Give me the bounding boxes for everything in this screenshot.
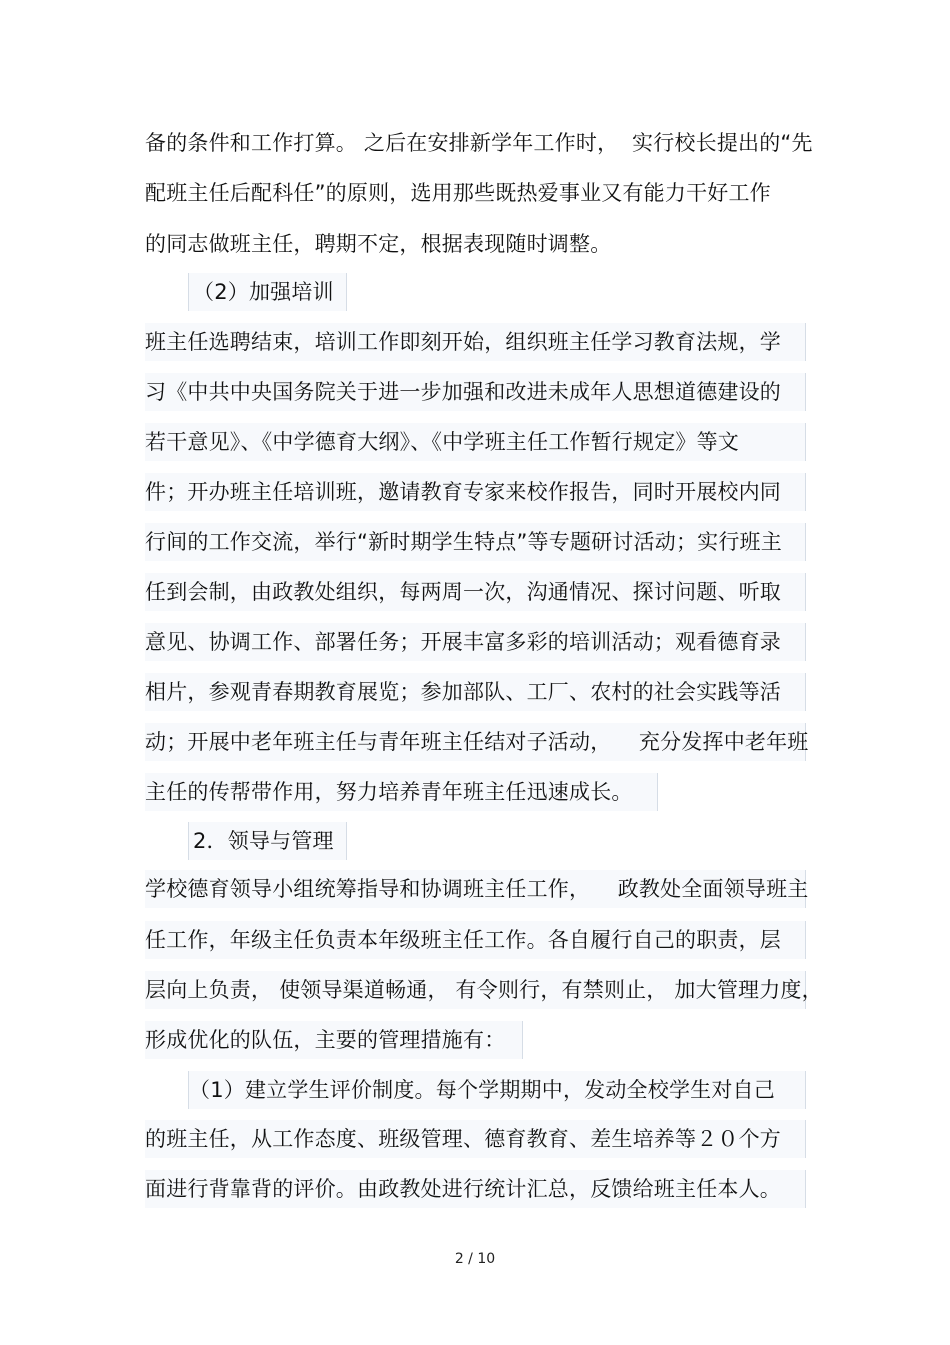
page-number: 2 / 10 xyxy=(454,1251,496,1267)
section-heading: （2）加强培训 xyxy=(188,273,347,311)
text-line: 习《中共中央国务院关于进一步加强和改进未成年人思想道德建设的 xyxy=(145,373,806,411)
text-line: 主任的传帮带作用，努力培养青年班主任迅速成长。 xyxy=(145,773,658,811)
section-heading: 2．领导与管理 xyxy=(188,822,347,860)
text-line: 学校德育领导小组统筹指导和协调班主任工作， 政教处全面领导班主 xyxy=(145,870,806,908)
text-line: 配班主任后配科任”的原则，选用那些既热爱事业又有能力干好工作 xyxy=(145,181,771,205)
text-line: 任工作，年级主任负责本年级班主任工作。各自履行自己的职责，层 xyxy=(145,921,806,959)
text-line: 相片，参观青春期教育展览；参加部队、工厂、农村的社会实践等活 xyxy=(145,673,806,711)
text-line: 若干意见》、《中学德育大纲》、《中学班主任工作暂行规定》等文 xyxy=(145,423,806,461)
text-line: 动；开展中老年班主任与青年班主任结对子活动， 充分发挥中老年班 xyxy=(145,723,806,761)
text-line: 意见、协调工作、部署任务；开展丰富多彩的培训活动；观看德育录 xyxy=(145,623,806,661)
text-line: 任到会制，由政教处组织，每两周一次，沟通情况、探讨问题、听取 xyxy=(145,573,806,611)
text-line: 的班主任，从工作态度、班级管理、德育教育、差生培养等２０个方 xyxy=(145,1120,806,1158)
text-line: 行间的工作交流，举行“新时期学生特点”等专题研讨活动；实行班主 xyxy=(145,523,806,561)
text-line: 形成优化的队伍，主要的管理措施有： xyxy=(145,1021,523,1059)
text-line: 层向上负责， 使领导渠道畅通， 有令则行，有禁则止， 加大管理力度， xyxy=(145,971,806,1009)
text-line: 班主任选聘结束，培训工作即刻开始，组织班主任学习教育法规，学 xyxy=(145,323,806,361)
text-line: 的同志做班主任，聘期不定，根据表现随时调整。 xyxy=(145,232,612,256)
text-line: （1）建立学生评价制度。每个学期期中，发动全校学生对自己 xyxy=(188,1071,806,1109)
text-line: 备的条件和工作打算。 之后在安排新学年工作时， 实行校长提出的“先 xyxy=(145,131,813,155)
text-line: 件；开办班主任培训班，邀请教育专家来校作报告，同时开展校内同 xyxy=(145,473,806,511)
text-line: 面进行背靠背的评价。由政教处进行统计汇总，反馈给班主任本人。 xyxy=(145,1170,806,1208)
